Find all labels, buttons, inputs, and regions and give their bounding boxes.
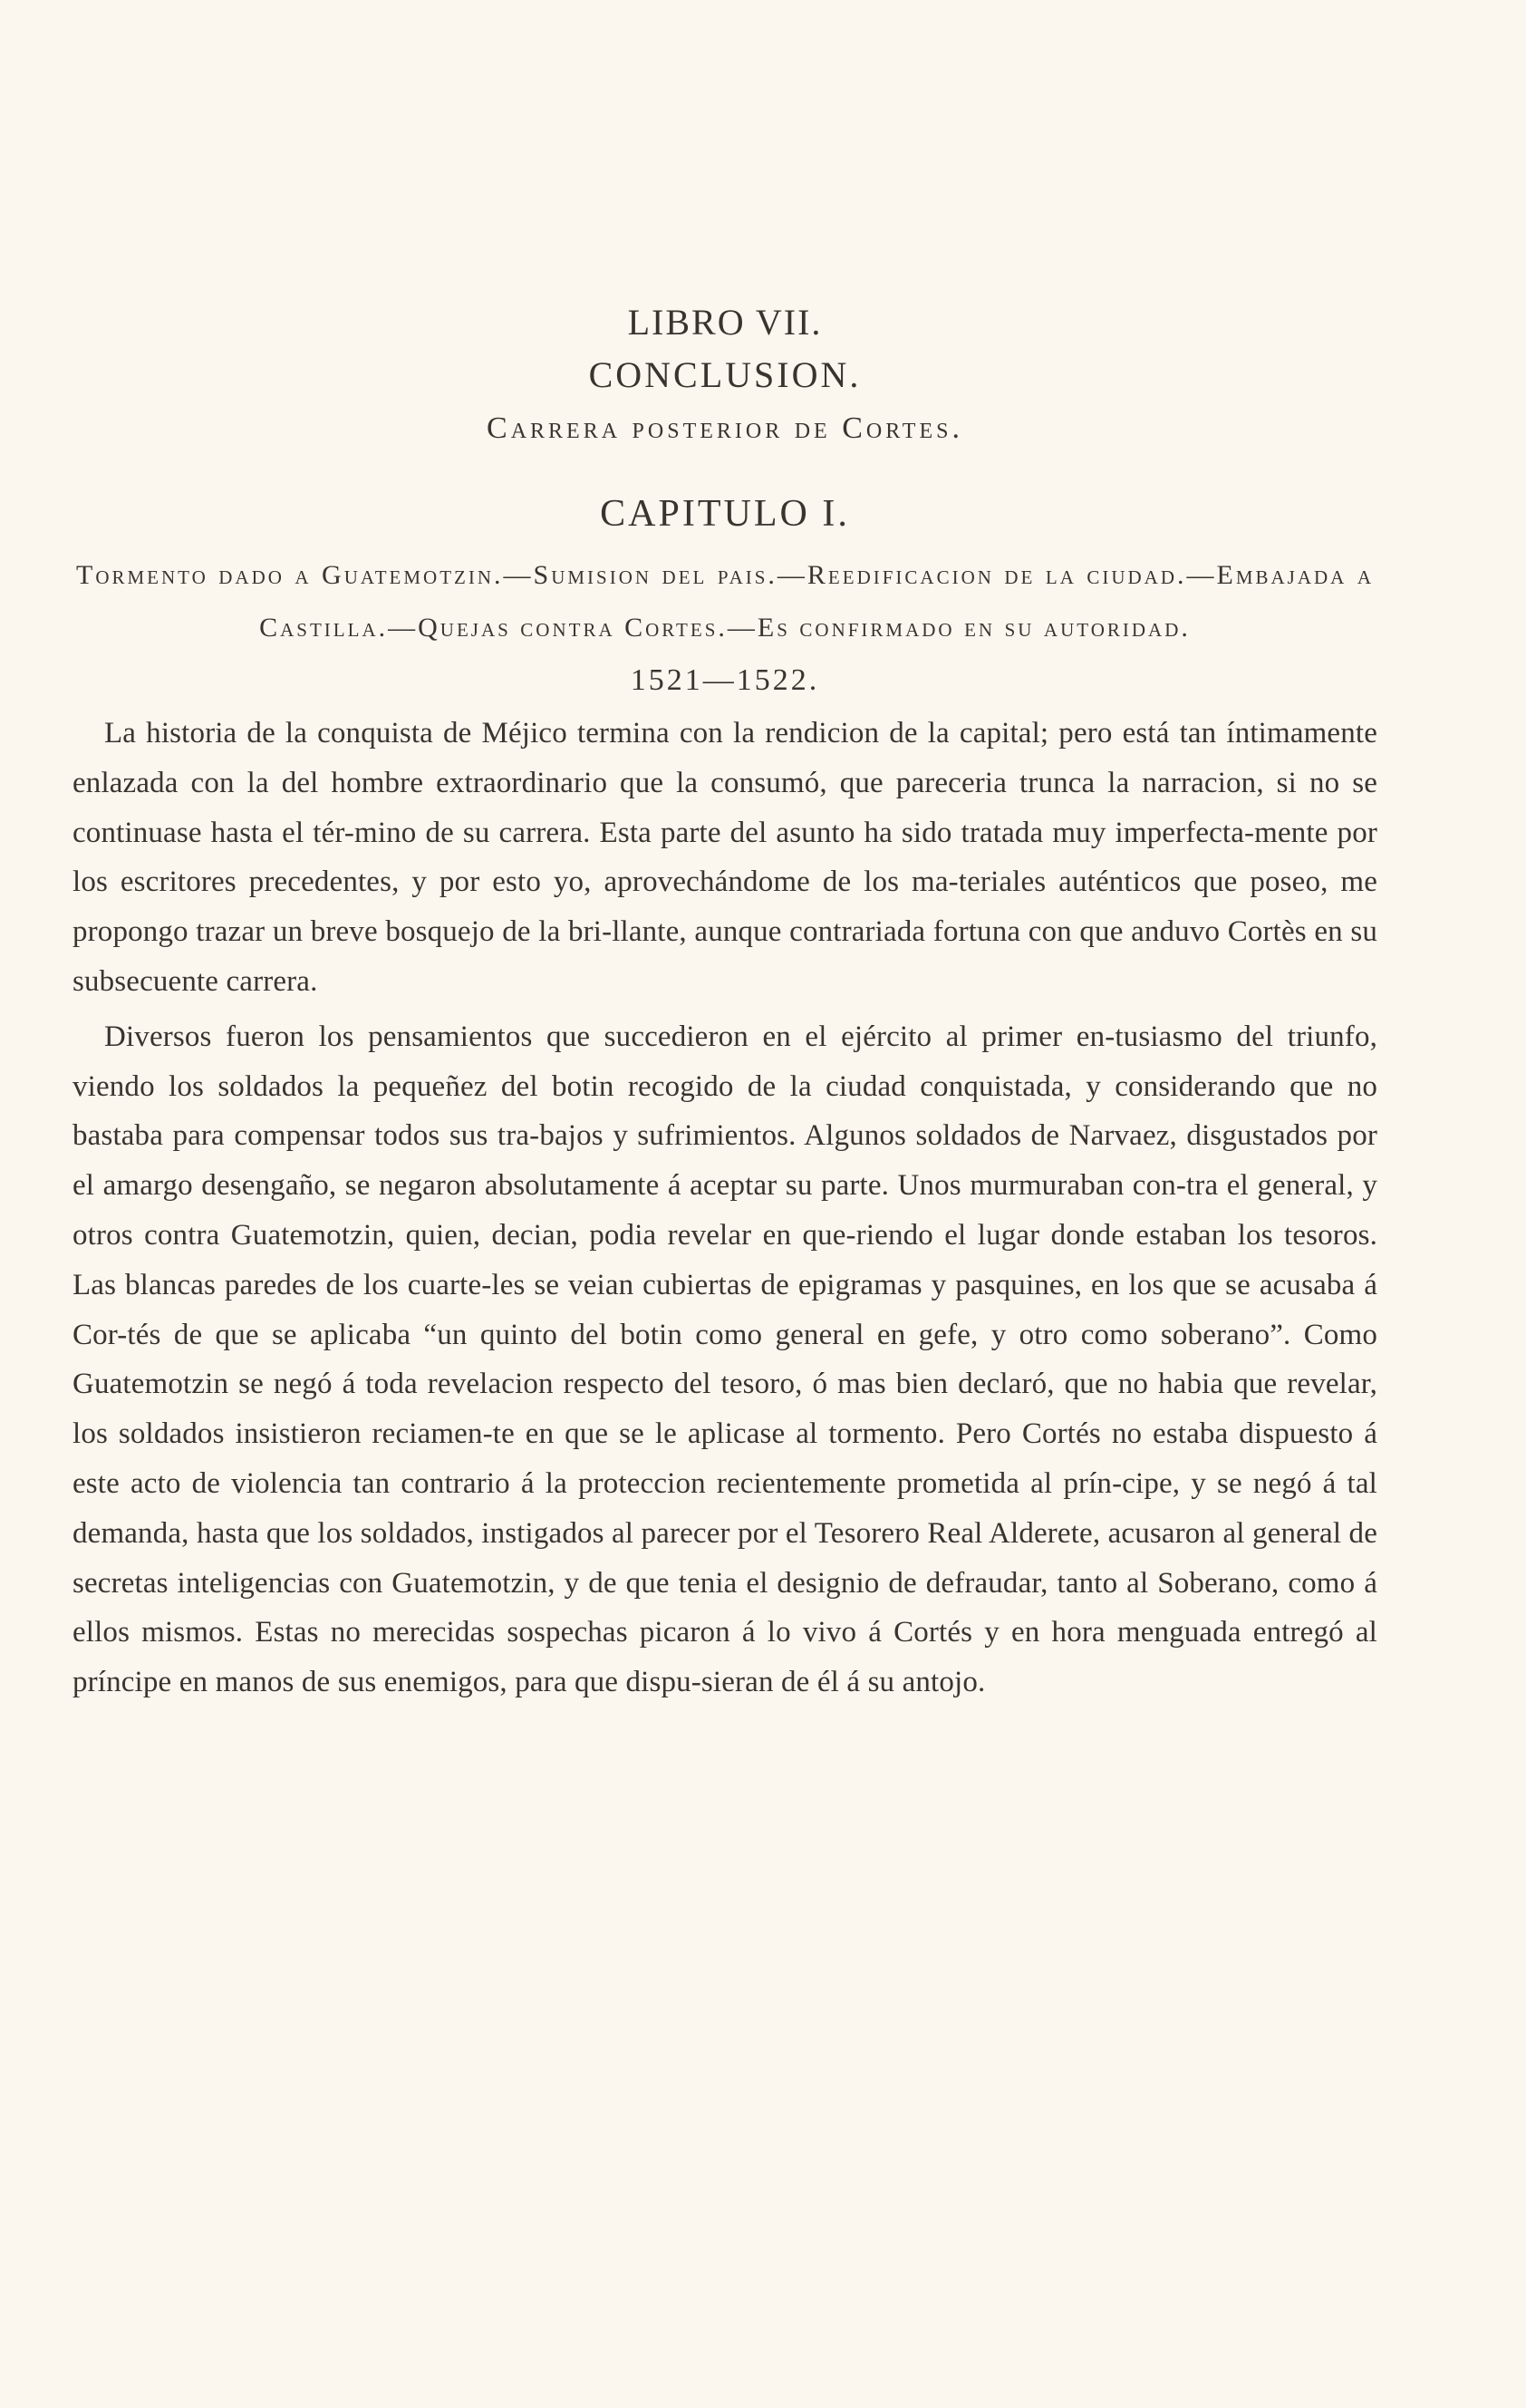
paragraph-1: La historia de la conquista de Méjico termina con la rendicion de la capital; pero está tan íntimamente enlazada con la del hombre extraordinario que la consumó, que pareceria trunca la narracion, si no se continuase hasta el tér-mino de su carrera. Esta parte del asunto ha sido tratada muy imperfecta-mente por los escritores precedentes, y por esto yo, aprovechándome de los ma-teriales auténticos que poseo, me propongo trazar un breve bosquejo de la bri-llante, aunque contrariada fortuna con que anduvo Cortès en su subsecuente carrera. xyxy=(72,717,1377,998)
chapter-heading: CAPITULO I. xyxy=(600,493,850,535)
section-subtitle: Carrera posterior de Cortes. xyxy=(487,411,963,445)
book-heading: LIBRO VII. xyxy=(627,302,823,343)
paragraph-2: Diversos fueron los pensamientos que succedieron en el ejército al primer en-tusiasmo del triunfo, viendo los soldados la pequeñez del botin recogido de la ciudad conquistada, y considerando que no bastaba para compensar todos sus tra-bajos y sufrimientos. Algunos soldados de Narvaez, disgustados por el amargo desengaño, se negaron absolutamente á aceptar su parte. Unos murmuraban con-tra el general, y otros contra Guatemotzin, quien, decian, podia revelar en que-riendo el lugar donde estaban los tesoros. Las blancas paredes de los cuarte-les se veian cubiertas de epigramas y pasquines, en los que se acusaba á Cor-tés de que se aplicaba “un quinto del botin como general en gefe, y otro como soberano”. Como Guatemotzin se negó á toda revelacion respecto del tesoro, ó mas bien declaró, que no habia que revelar, los soldados insistieron reciamen-te en que se le aplicase al tormento. Pero Cortés no estaba dispuesto á este acto de violencia tan contrario á la proteccion recientemente prometida al prín-cipe, y se negó á tal demanda, hasta que los soldados, instigados al parecer por el Tesorero Real Alderete, acusaron al general de secretas inteligencias con Guatemotzin, y de que tenia el designio de defraudar, tanto al Soberano, como á ellos mismos. Estas no merecidas sospechas picaron á lo vivo á Cortés y en hora menguada entregó al príncipe en manos de sus enemigos, para que dispu-sieran de él á su antojo. xyxy=(72,1020,1378,1699)
chapter-summary: Tormento dado a Guatemotzin.—Sumision del pais.—Reedificacion de la ciudad.—Embajada a Castilla.—Quejas contra Cortes.—Es confirmado en su autoridad. xyxy=(76,560,1374,643)
page-body xyxy=(72,299,1377,1707)
section-heading: CONCLUSION. xyxy=(588,354,862,395)
chapter-dates: 1521—1522. xyxy=(630,663,820,697)
